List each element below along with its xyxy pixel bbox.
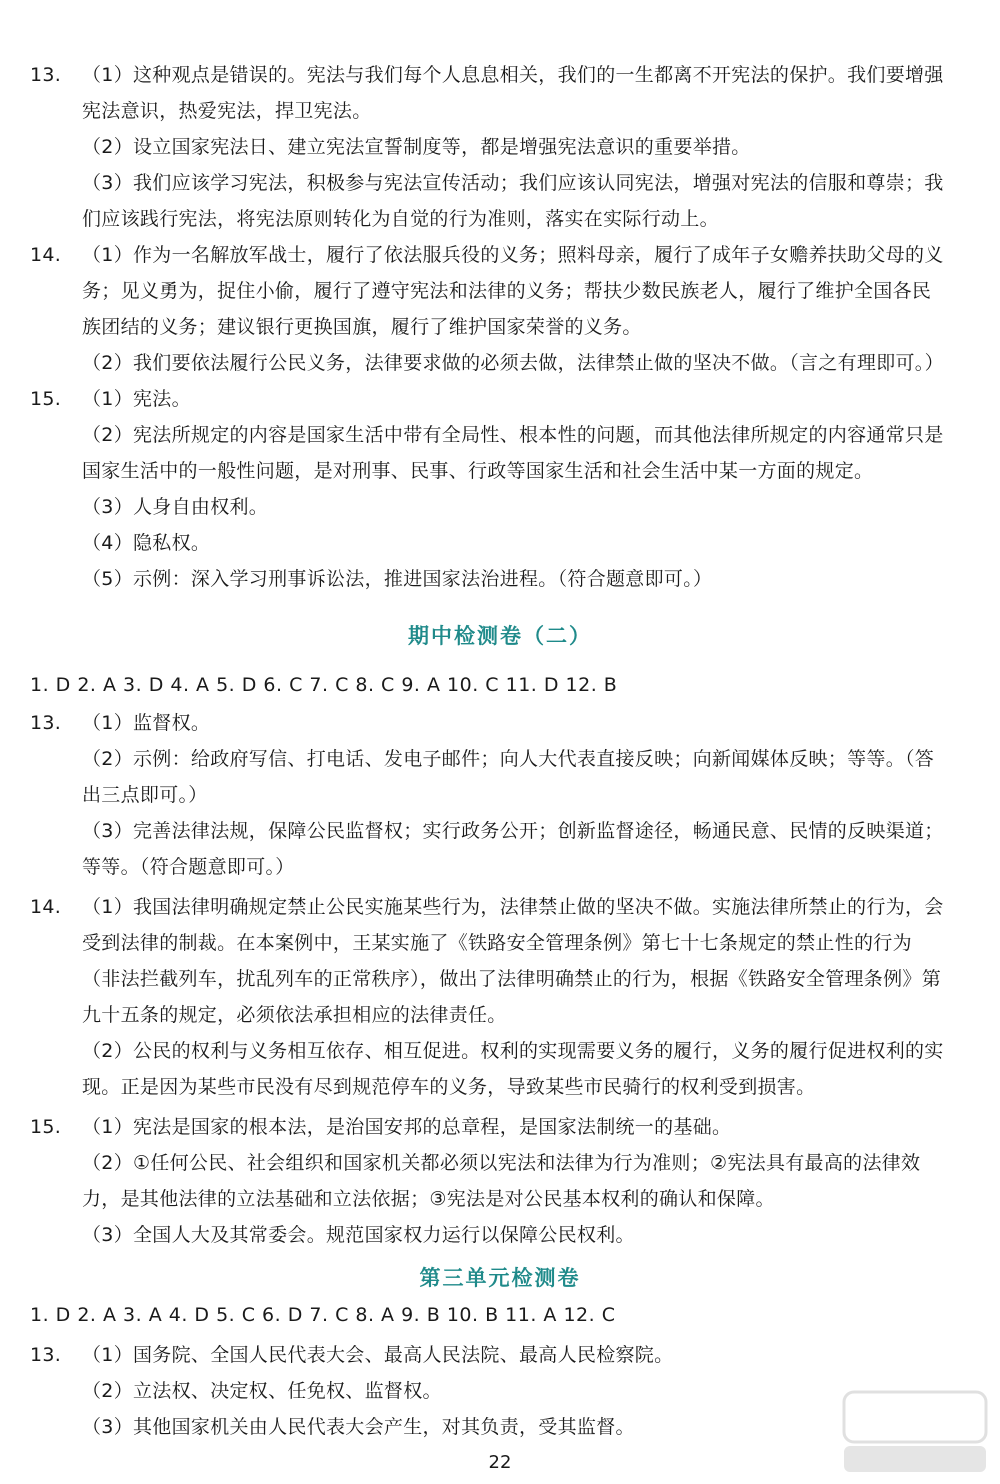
answer-line-s2q14a: （1）我国法律明确规定禁止公民实施某些行为，法律禁止做的坚决不做。实施法律所禁止的行为，会: [82, 896, 944, 918]
question-number: 15.: [30, 1116, 62, 1138]
answer-line-s2q14a2: 受到法律的制裁。在本案例中，王某实施了《铁路安全管理条例》第七十七条规定的禁止性的行为: [82, 932, 912, 954]
answer-line-q14a3: 族团结的义务；建议银行更换国旗，履行了维护国家荣誉的义务。: [82, 316, 642, 338]
answer-line-q13c2: 们应该践行宪法，将宪法原则转化为自觉的行为准则，落实在实际行动上。: [82, 208, 719, 230]
answer-line-q15c: （3）人身自由权利。: [82, 496, 269, 518]
question-number: 15.: [30, 388, 62, 410]
answer-line-q14a: （1）作为一名解放军战士，履行了依法服兵役的义务；照料母亲，履行了成年子女赡养扶助父母的义: [82, 244, 944, 266]
mcq-unit3-answers: 1. D 2. A 3. A 4. D 5. C 6. D 7. C 8. A 9. B 10. B 11. A 12. C: [30, 1304, 616, 1326]
answer-line-q14b: （2）我们要依法履行公民义务，法律要求做的必须去做，法律禁止做的坚决不做。（言之有理即可。）: [82, 352, 944, 374]
answer-line-q15b: （2）宪法所规定的内容是国家生活中带有全局性、根本性的问题，而其他法律所规定的内容通常只是: [82, 424, 944, 446]
answer-line-s2q13b2: 出三点即可。）: [82, 784, 208, 806]
answer-line-s3q13b: （2）立法权、决定权、任免权、监督权。: [82, 1380, 442, 1402]
answer-line-s2q13c: （3）完善法律法规，保障公民监督权；实行政务公开；创新监督途径，畅通民意、民情的反映渠道；: [82, 820, 944, 842]
answer-line-s2q13a: （1）监督权。: [82, 712, 211, 734]
answer-line-s2q15b: （2）①任何公民、社会组织和国家机关都必须以宪法和法律为行为准则；②宪法具有最高的法律效: [82, 1152, 921, 1174]
question-number: 13.: [30, 1344, 62, 1366]
answer-line-s2q15c: （3）全国人大及其常委会。规范国家权力运行以保障公民权利。: [82, 1224, 635, 1246]
answer-line-s3q13a: （1）国务院、全国人民代表大会、最高人民法院、最高人民检察院。: [82, 1344, 674, 1366]
answer-line-s3q13c: （3）其他国家机关由人民代表大会产生，对其负责，受其监督。: [82, 1416, 635, 1438]
section-heading-midterm2: 期中检测卷（二）: [408, 624, 592, 648]
answer-line-s2q14a3: （非法拦截列车，扰乱列车的正常秩序），做出了法律明确禁止的行为，根据《铁路安全管理条例》第: [82, 968, 942, 990]
answer-line-s2q13b: （2）示例：给政府写信、打电话、发电子邮件；向人大代表直接反映；向新闻媒体反映；等等。（答: [82, 748, 935, 770]
answer-line-q13a: （1）这种观点是错误的。宪法与我们每个人息息相关，我们的一生都离不开宪法的保护。我们要增强: [82, 64, 944, 86]
answer-line-s2q13c2: 等等。（符合题意即可。）: [82, 856, 295, 878]
question-number: 13.: [30, 712, 62, 734]
mcq-midterm2-answers: 1. D 2. A 3. D 4. A 5. D 6. C 7. C 8. C 9. A 10. C 11. D 12. B: [30, 674, 618, 696]
answer-line-q13c: （3）我们应该学习宪法，积极参与宪法宣传活动；我们应该认同宪法，增强对宪法的信服和尊崇；我: [82, 172, 944, 194]
answer-line-q15e: （5）示例：深入学习刑事诉讼法，推进国家法治进程。（符合题意即可。）: [82, 568, 713, 590]
answer-line-q15a: （1）宪法。: [82, 388, 191, 410]
answer-line-q13a2: 宪法意识，热爱宪法，捍卫宪法。: [82, 100, 372, 122]
answer-line-s2q14b2: 现。正是因为某些市民没有尽到规范停车的义务，导致某些市民骑行的权利受到损害。: [82, 1076, 816, 1098]
answer-line-s2q14a4: 九十五条的规定，必须依法承担相应的法律责任。: [82, 1004, 507, 1026]
page-number: 22: [488, 1452, 512, 1473]
question-number: 14.: [30, 896, 62, 918]
answer-line-q13b: （2）设立国家宪法日、建立宪法宣誓制度等，都是增强宪法意识的重要举措。: [82, 136, 751, 158]
watermark-logo: [840, 1386, 990, 1476]
answer-line-s2q14b: （2）公民的权利与义务相互依存、相互促进。权利的实现需要义务的履行，义务的履行促进权利的实: [82, 1040, 944, 1062]
answer-line-q14a2: 务；见义勇为，捉住小偷，履行了遵守宪法和法律的义务；帮扶少数民族老人，履行了维护全国各民: [82, 280, 932, 302]
section-heading-unit3: 第三单元检测卷: [419, 1266, 581, 1290]
question-number: 14.: [30, 244, 62, 266]
question-number: 13.: [30, 64, 62, 86]
answer-line-s2q15b2: 力，是其他法律的立法基础和立法依据；③宪法是对公民基本权利的确认和保障。: [82, 1188, 775, 1210]
answer-line-s2q15a: （1）宪法是国家的根本法，是治国安邦的总章程，是国家法制统一的基础。: [82, 1116, 732, 1138]
answer-line-q15d: （4）隐私权。: [82, 532, 211, 554]
answer-line-q15b2: 国家生活中的一般性问题，是对刑事、民事、行政等国家生活和社会生活中某一方面的规定。: [82, 460, 874, 482]
